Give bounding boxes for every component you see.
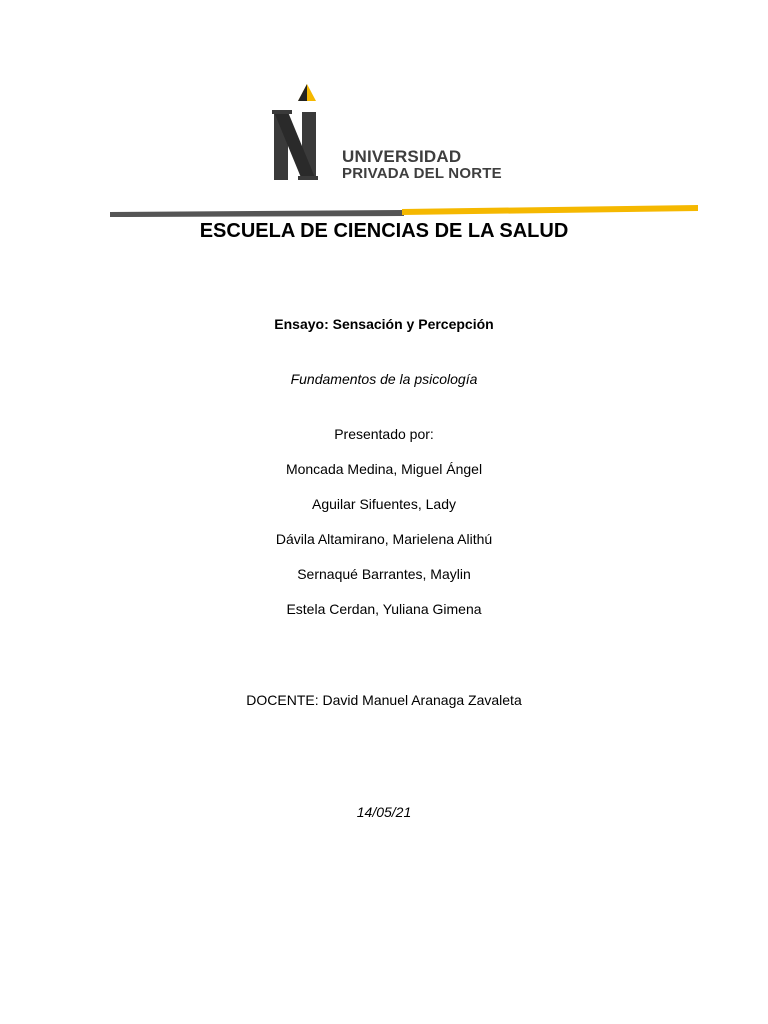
presented-by-label: Presentado por:	[334, 426, 434, 442]
university-name	[342, 148, 502, 182]
author-name: Dávila Altamirano, Marielena Alithú	[275, 531, 493, 547]
logo-n-serif-bottom	[298, 176, 318, 180]
author-name: Moncada Medina, Miguel Ángel	[285, 461, 483, 477]
school-title: ESCUELA DE CIENCIAS DE LA SALUD	[199, 220, 569, 242]
university-name-line1: UNIVERSIDAD	[342, 147, 462, 166]
header-divider-gray	[110, 210, 404, 217]
logo-accent-dark	[298, 84, 307, 101]
author-name: Sernaqué Barrantes, Maylin	[297, 566, 471, 582]
logo-n-serif-top	[272, 110, 292, 114]
university-name-line2: PRIVADA DEL NORTE	[342, 165, 502, 182]
author-name: Aguilar Sifuentes, Lady	[312, 496, 456, 512]
course-name: Fundamentos de la psicología	[290, 371, 478, 387]
teacher-name: DOCENTE: David Manuel Aranaga Zavaleta	[246, 692, 522, 708]
author-name: Estela Cerdan, Yuliana Gimena	[286, 601, 482, 617]
document-date: 14/05/21	[356, 804, 412, 820]
university-logo-mark-icon	[272, 84, 342, 184]
essay-title: Ensayo: Sensación y Percepción	[274, 316, 494, 332]
header-divider-yellow	[402, 205, 698, 215]
university-logo	[272, 84, 532, 184]
